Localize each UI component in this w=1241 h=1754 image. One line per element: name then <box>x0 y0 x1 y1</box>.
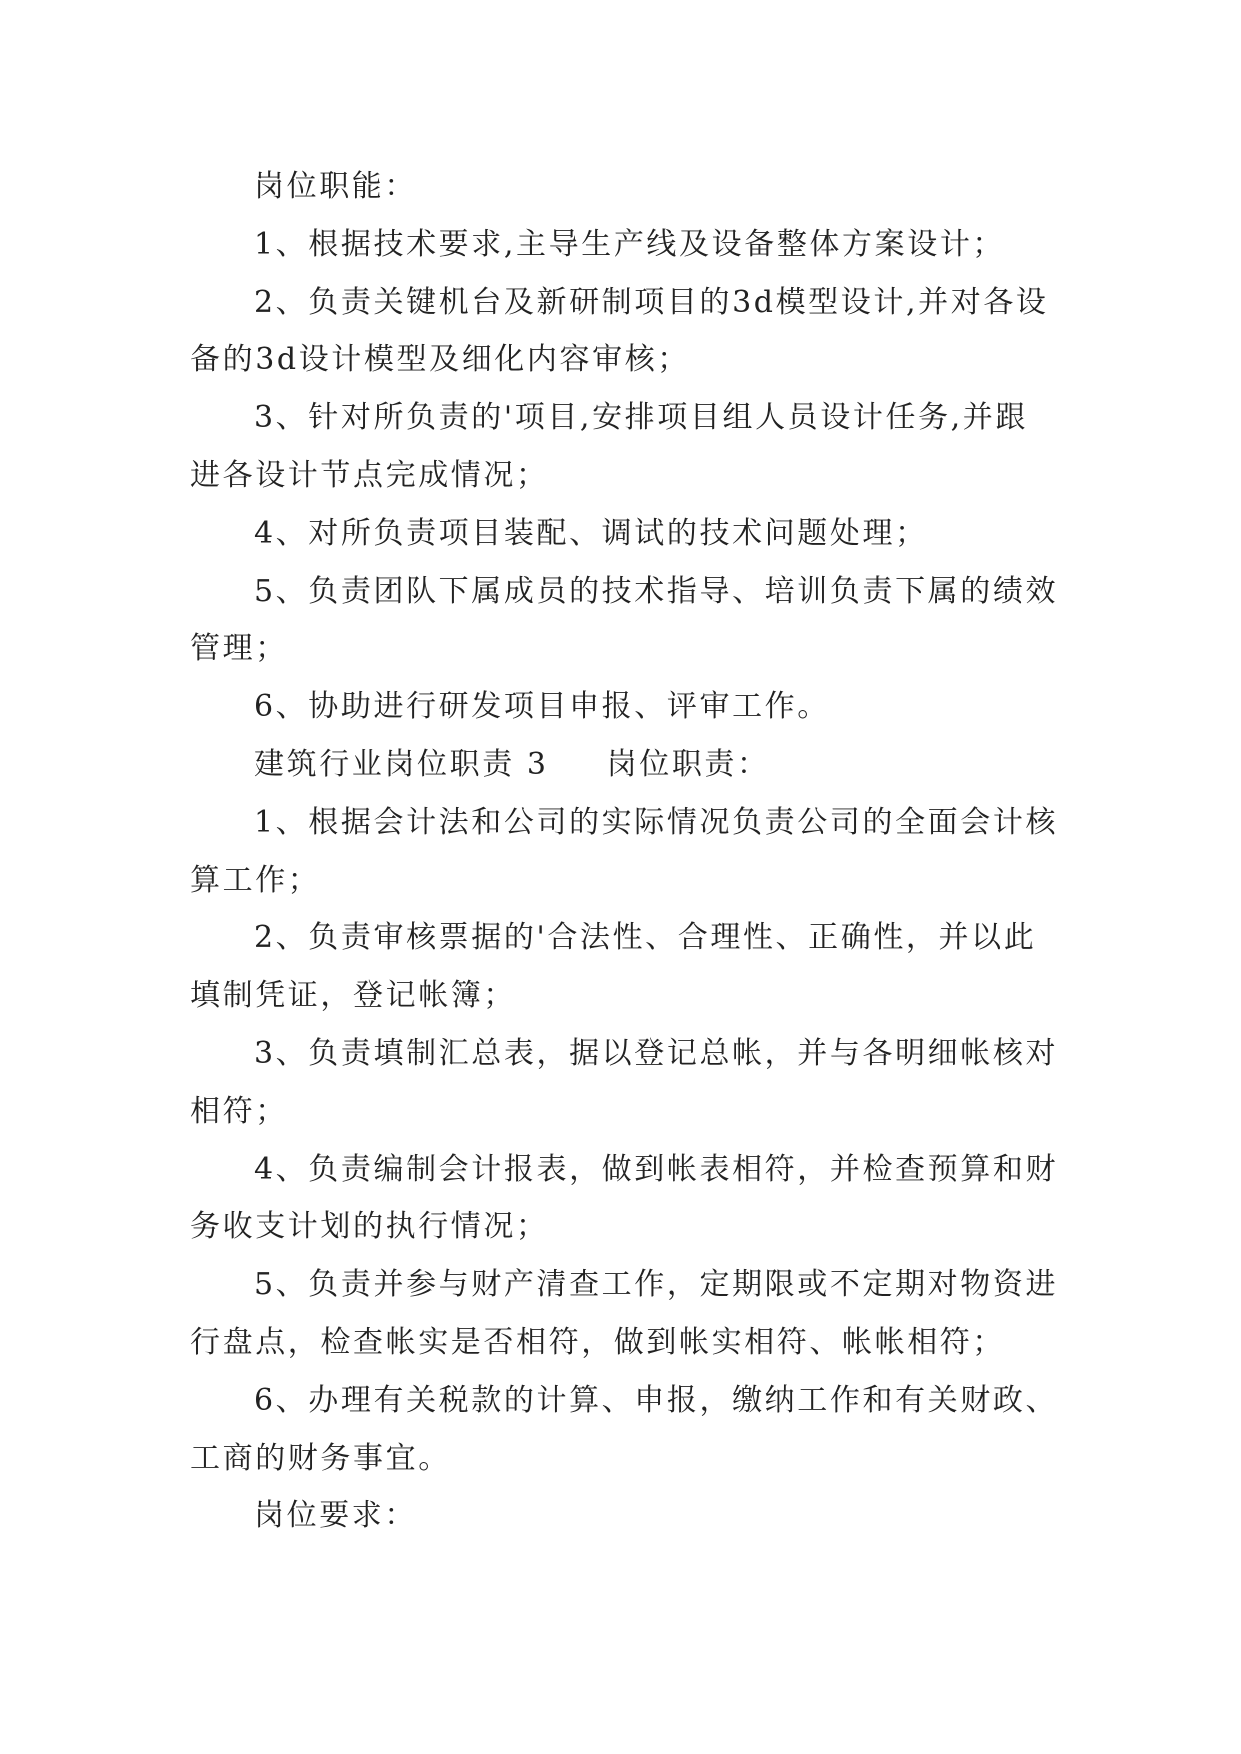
heading-requirements: 岗位要求： <box>254 1498 417 1534</box>
function-item-4: 4、对所负责项目装配、调试的技术问题处理； <box>254 515 928 551</box>
duty-item-2: 2、负责审核票据的'合法性、合理性、正确性，并以此填制凭证，登记帐簿； <box>190 920 1037 1014</box>
function-item-5: 5、负责团队下属成员的技术指导、培训负责下属的绩效管理； <box>190 573 1059 667</box>
heading-functions: 岗位职能： <box>254 169 417 204</box>
document-body <box>190 158 1060 1545</box>
duty-item-5: 5、负责并参与财产清查工作，定期限或不定期对物资进行盘点，检查帐实是否相符，做到帐实相符、帐帐相符； <box>190 1267 1059 1360</box>
section-title: 建筑行业岗位职责 3 <box>254 746 549 782</box>
function-item-3: 3、针对所负责的'项目,安排项目组人员设计任务,并跟进各设计节点完成情况； <box>190 400 1029 493</box>
duty-item-3: 3、负责填制汇总表，据以登记总帐，并与各明细帐核对相符； <box>190 1035 1059 1129</box>
section-heading-line <box>190 736 1060 794</box>
function-item-2: 2、负责关键机台及新研制项目的3d模型设计,并对各设备的3d设计模型及细化内容审核； <box>190 284 1049 378</box>
duty-item-6: 6、办理有关税款的计算、申报，缴纳工作和有关财政、工商的财务事宜。 <box>190 1382 1059 1476</box>
duty-item-4: 4、负责编制会计报表，做到帐表相符，并检查预算和财务收支计划的执行情况； <box>190 1151 1059 1245</box>
function-item-6: 6、协助进行研发项目申报、评审工作。 <box>254 689 830 725</box>
function-item-1: 1、根据技术要求,主导生产线及设备整体方案设计； <box>254 226 1006 262</box>
section-subtitle: 岗位职责： <box>606 746 770 782</box>
duty-item-1: 1、根据会计法和公司的实际情况负责公司的全面会计核算工作； <box>190 804 1059 898</box>
